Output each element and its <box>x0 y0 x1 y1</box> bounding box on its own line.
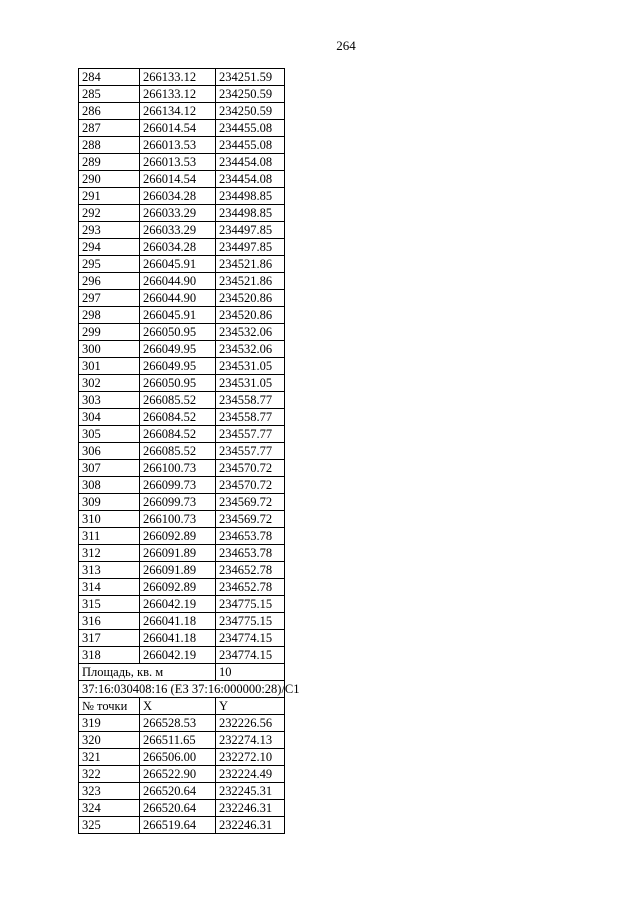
y-coordinate-cell: 234774.15 <box>216 630 285 647</box>
x-coordinate-cell: 266085.52 <box>140 392 216 409</box>
x-coordinate-cell: 266044.90 <box>140 273 216 290</box>
table-row <box>79 766 285 783</box>
y-coordinate-cell: 234498.85 <box>216 205 285 222</box>
area-value: 10 <box>216 664 285 681</box>
point-number-cell: 309 <box>79 494 140 511</box>
y-coordinate-cell: 234532.06 <box>216 324 285 341</box>
x-coordinate-cell: 266033.29 <box>140 205 216 222</box>
table-row <box>79 783 285 800</box>
table-row <box>79 460 285 477</box>
y-coordinate-cell: 234557.77 <box>216 443 285 460</box>
table-row <box>79 409 285 426</box>
x-coordinate-cell: 266092.89 <box>140 579 216 596</box>
point-number-cell: 324 <box>79 800 140 817</box>
y-coordinate-cell: 232245.31 <box>216 783 285 800</box>
x-coordinate-cell: 266014.54 <box>140 171 216 188</box>
header-row <box>79 698 285 715</box>
y-coordinate-cell: 234775.15 <box>216 596 285 613</box>
x-coordinate-cell: 266511.65 <box>140 732 216 749</box>
x-coordinate-cell: 266044.90 <box>140 290 216 307</box>
y-coordinate-cell: 234250.59 <box>216 103 285 120</box>
x-coordinate-cell: 266084.52 <box>140 426 216 443</box>
x-coordinate-cell: 266042.19 <box>140 596 216 613</box>
table-row <box>79 239 285 256</box>
table-row <box>79 579 285 596</box>
x-coordinate-cell: 266041.18 <box>140 630 216 647</box>
point-number-cell: 289 <box>79 154 140 171</box>
x-coordinate-cell: 266133.12 <box>140 86 216 103</box>
y-coordinate-cell: 234520.86 <box>216 307 285 324</box>
table-row <box>79 562 285 579</box>
table-row <box>79 256 285 273</box>
point-number-cell: 322 <box>79 766 140 783</box>
table-row <box>79 613 285 630</box>
x-coordinate-cell: 266014.54 <box>140 120 216 137</box>
x-coordinate-cell: 266099.73 <box>140 494 216 511</box>
point-number-cell: 303 <box>79 392 140 409</box>
point-number-cell: 318 <box>79 647 140 664</box>
table-row <box>79 86 285 103</box>
point-number-cell: 312 <box>79 545 140 562</box>
y-coordinate-cell: 234521.86 <box>216 256 285 273</box>
y-coordinate-cell: 234558.77 <box>216 409 285 426</box>
x-coordinate-cell: 266045.91 <box>140 256 216 273</box>
y-coordinate-cell: 234497.85 <box>216 239 285 256</box>
x-coordinate-cell: 266091.89 <box>140 545 216 562</box>
table-row <box>79 528 285 545</box>
table-row <box>79 358 285 375</box>
table-row <box>79 715 285 732</box>
x-coordinate-cell: 266085.52 <box>140 443 216 460</box>
table-row <box>79 392 285 409</box>
x-coordinate-cell: 266033.29 <box>140 222 216 239</box>
x-coordinate-cell: 266034.28 <box>140 239 216 256</box>
x-coordinate-cell: 266049.95 <box>140 358 216 375</box>
point-number-cell: 291 <box>79 188 140 205</box>
table-row <box>79 69 285 86</box>
point-number-cell: 287 <box>79 120 140 137</box>
y-coordinate-cell: 234570.72 <box>216 477 285 494</box>
y-coordinate-cell: 234557.77 <box>216 426 285 443</box>
parcel-row <box>79 681 285 698</box>
point-number-cell: 316 <box>79 613 140 630</box>
x-coordinate-cell: 266520.64 <box>140 783 216 800</box>
table-row <box>79 103 285 120</box>
y-coordinate-cell: 234455.08 <box>216 137 285 154</box>
point-number-cell: 286 <box>79 103 140 120</box>
table-row <box>79 800 285 817</box>
x-coordinate-cell: 266013.53 <box>140 137 216 154</box>
area-label: Площадь, кв. м <box>79 664 216 681</box>
table-row <box>79 307 285 324</box>
point-number-cell: 294 <box>79 239 140 256</box>
y-coordinate-cell: 232274.13 <box>216 732 285 749</box>
x-coordinate-cell: 266100.73 <box>140 460 216 477</box>
x-coordinate-cell: 266528.53 <box>140 715 216 732</box>
table-row <box>79 341 285 358</box>
table-row <box>79 290 285 307</box>
point-number-cell: 302 <box>79 375 140 392</box>
y-coordinate-cell: 232224.49 <box>216 766 285 783</box>
table-row <box>79 171 285 188</box>
y-coordinate-cell: 234531.05 <box>216 375 285 392</box>
point-number-cell: 308 <box>79 477 140 494</box>
y-coordinate-cell: 234570.72 <box>216 460 285 477</box>
table-row <box>79 154 285 171</box>
point-number-cell: 305 <box>79 426 140 443</box>
x-coordinate-cell: 266050.95 <box>140 375 216 392</box>
point-number-cell: 304 <box>79 409 140 426</box>
x-coordinate-cell: 266519.64 <box>140 817 216 834</box>
point-number-cell: 297 <box>79 290 140 307</box>
table-row <box>79 324 285 341</box>
point-number-cell: 317 <box>79 630 140 647</box>
x-coordinate-cell: 266522.90 <box>140 766 216 783</box>
table-row <box>79 375 285 392</box>
y-coordinate-cell: 232226.56 <box>216 715 285 732</box>
table-row <box>79 494 285 511</box>
point-number-cell: 288 <box>79 137 140 154</box>
point-number-cell: 319 <box>79 715 140 732</box>
table-body-second-section <box>79 715 285 834</box>
point-number-cell: 306 <box>79 443 140 460</box>
x-coordinate-cell: 266013.53 <box>140 154 216 171</box>
header-x: X <box>140 698 216 715</box>
x-coordinate-cell: 266050.95 <box>140 324 216 341</box>
area-section <box>79 664 300 715</box>
table-row <box>79 426 285 443</box>
table-row <box>79 545 285 562</box>
table-row <box>79 647 285 664</box>
y-coordinate-cell: 234652.78 <box>216 562 285 579</box>
point-number-cell: 284 <box>79 69 140 86</box>
point-number-cell: 320 <box>79 732 140 749</box>
x-coordinate-cell: 266084.52 <box>140 409 216 426</box>
x-coordinate-cell: 266100.73 <box>140 511 216 528</box>
point-number-cell: 314 <box>79 579 140 596</box>
point-number-cell: 298 <box>79 307 140 324</box>
x-coordinate-cell: 266042.19 <box>140 647 216 664</box>
x-coordinate-cell: 266034.28 <box>140 188 216 205</box>
y-coordinate-cell: 234250.59 <box>216 86 285 103</box>
point-number-cell: 315 <box>79 596 140 613</box>
point-number-cell: 290 <box>79 171 140 188</box>
header-y: Y <box>216 698 285 715</box>
y-coordinate-cell: 234454.08 <box>216 171 285 188</box>
table-row <box>79 511 285 528</box>
point-number-cell: 299 <box>79 324 140 341</box>
x-coordinate-cell: 266091.89 <box>140 562 216 579</box>
x-coordinate-cell: 266506.00 <box>140 749 216 766</box>
area-row <box>79 664 285 681</box>
point-number-cell: 300 <box>79 341 140 358</box>
table-row <box>79 817 285 834</box>
y-coordinate-cell: 232272.10 <box>216 749 285 766</box>
point-number-cell: 313 <box>79 562 140 579</box>
point-number-cell: 285 <box>79 86 140 103</box>
parcel-id: 37:16:030408:16 (ЕЗ 37:16:000000:28)/С1 <box>79 681 285 698</box>
x-coordinate-cell: 266049.95 <box>140 341 216 358</box>
point-number-cell: 296 <box>79 273 140 290</box>
point-number-cell: 292 <box>79 205 140 222</box>
y-coordinate-cell: 234652.78 <box>216 579 285 596</box>
y-coordinate-cell: 234653.78 <box>216 528 285 545</box>
table-row <box>79 222 285 239</box>
point-number-cell: 301 <box>79 358 140 375</box>
y-coordinate-cell: 234455.08 <box>216 120 285 137</box>
y-coordinate-cell: 234498.85 <box>216 188 285 205</box>
y-coordinate-cell: 234531.05 <box>216 358 285 375</box>
y-coordinate-cell: 234251.59 <box>216 69 285 86</box>
y-coordinate-cell: 234569.72 <box>216 494 285 511</box>
point-number-cell: 321 <box>79 749 140 766</box>
y-coordinate-cell: 234532.06 <box>216 341 285 358</box>
header-point: № точки <box>79 698 140 715</box>
point-number-cell: 325 <box>79 817 140 834</box>
point-number-cell: 311 <box>79 528 140 545</box>
x-coordinate-cell: 266133.12 <box>140 69 216 86</box>
x-coordinate-cell: 266099.73 <box>140 477 216 494</box>
table-row <box>79 596 285 613</box>
y-coordinate-cell: 234774.15 <box>216 647 285 664</box>
point-number-cell: 310 <box>79 511 140 528</box>
table-row <box>79 273 285 290</box>
page-number: 264 <box>336 38 356 53</box>
table-body-first-section <box>79 69 285 664</box>
table-row <box>79 443 285 460</box>
table-row <box>79 630 285 647</box>
y-coordinate-cell: 234454.08 <box>216 154 285 171</box>
table-row <box>79 137 285 154</box>
coordinates-table <box>78 68 300 834</box>
table-row <box>79 205 285 222</box>
y-coordinate-cell: 234520.86 <box>216 290 285 307</box>
point-number-cell: 295 <box>79 256 140 273</box>
x-coordinate-cell: 266045.91 <box>140 307 216 324</box>
y-coordinate-cell: 234497.85 <box>216 222 285 239</box>
y-coordinate-cell: 232246.31 <box>216 800 285 817</box>
y-coordinate-cell: 232246.31 <box>216 817 285 834</box>
table-row <box>79 120 285 137</box>
y-coordinate-cell: 234521.86 <box>216 273 285 290</box>
x-coordinate-cell: 266520.64 <box>140 800 216 817</box>
y-coordinate-cell: 234558.77 <box>216 392 285 409</box>
y-coordinate-cell: 234653.78 <box>216 545 285 562</box>
table-row <box>79 477 285 494</box>
x-coordinate-cell: 266041.18 <box>140 613 216 630</box>
point-number-cell: 307 <box>79 460 140 477</box>
y-coordinate-cell: 234569.72 <box>216 511 285 528</box>
table-row <box>79 732 285 749</box>
y-coordinate-cell: 234775.15 <box>216 613 285 630</box>
table-row <box>79 749 285 766</box>
x-coordinate-cell: 266092.89 <box>140 528 216 545</box>
point-number-cell: 323 <box>79 783 140 800</box>
point-number-cell: 293 <box>79 222 140 239</box>
x-coordinate-cell: 266134.12 <box>140 103 216 120</box>
table-row <box>79 188 285 205</box>
